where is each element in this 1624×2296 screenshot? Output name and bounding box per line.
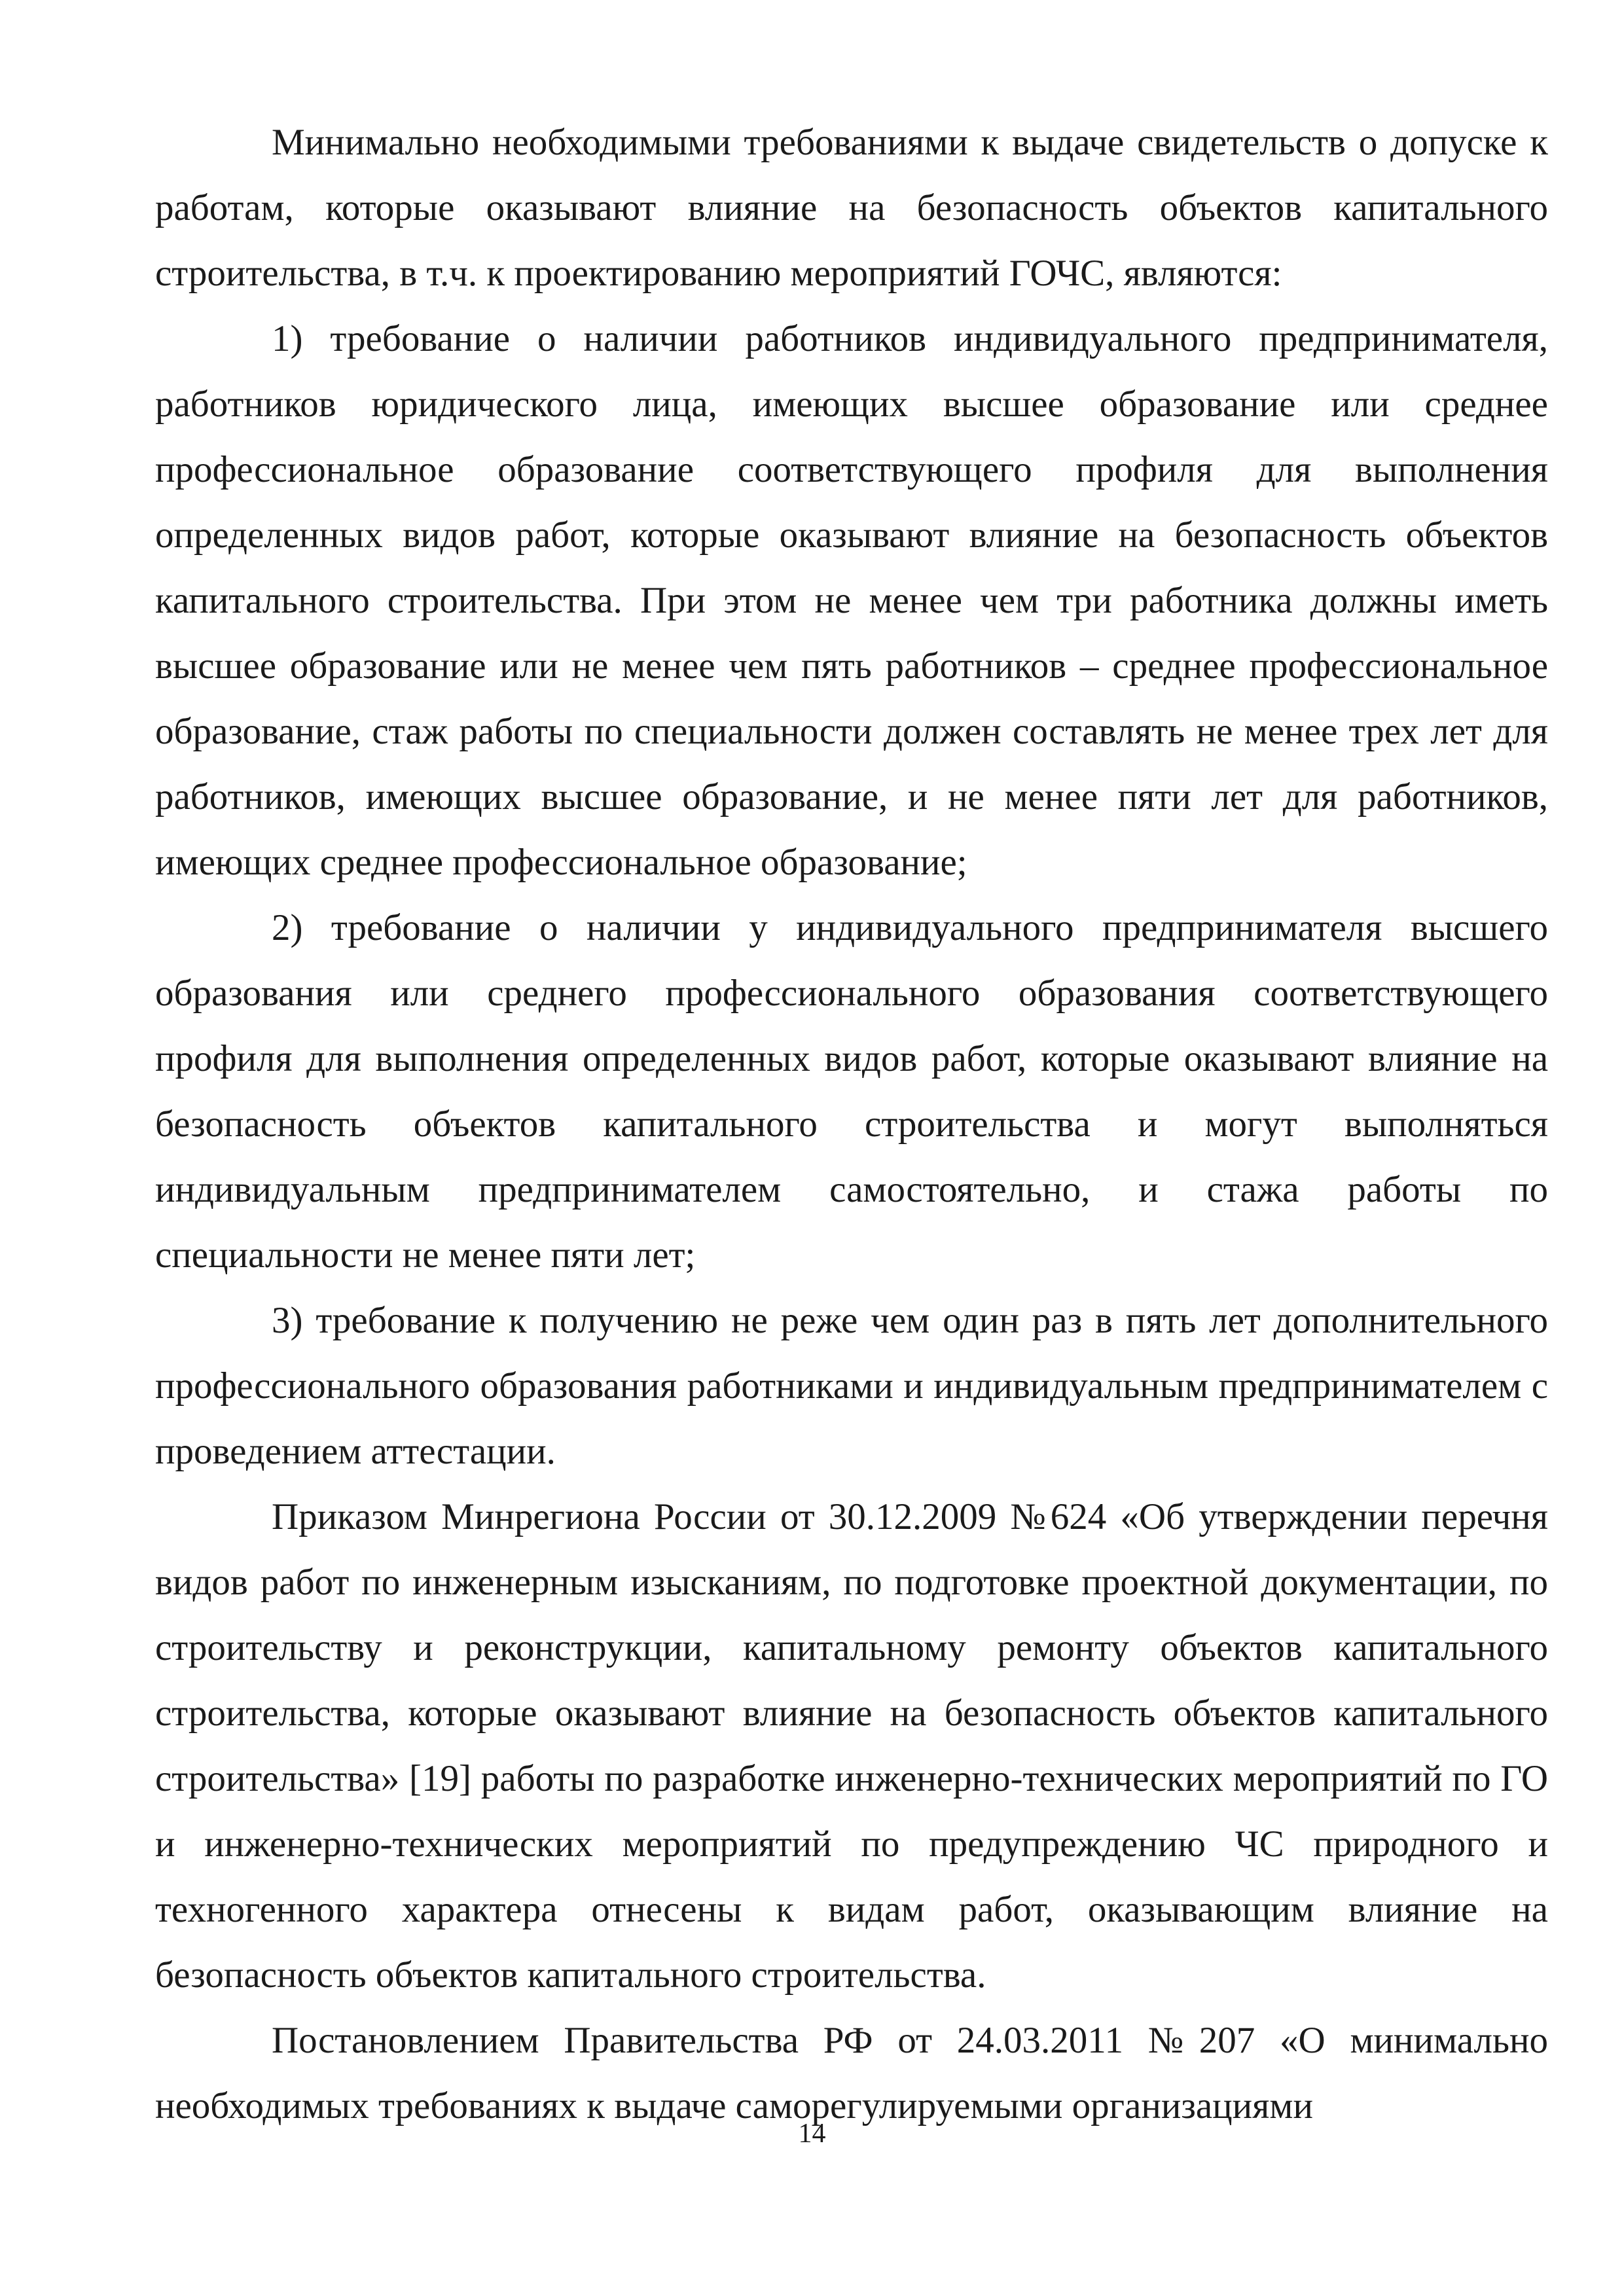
- paragraph-requirements-intro: Минимально необходимыми требованиями к выдаче свидетельств о допуске к работам, которые оказывают влияние на безопасность объектов капитального строительства, в т.ч. к проектированию мероприятий ГОЧС, являются:: [155, 122, 1548, 294]
- paragraph-requirement-2: 2) требование о наличии у индивидуального предпринимателя высшего образования или среднего профессионального образования соответствующего профиля для выполнения определенных видов работ, которые оказывают влияние на безопасность объектов капитального строительства и могут выполняться индивидуальным предпринимателем самостоятельно, и стажа работы по специальности не менее пяти лет;: [155, 907, 1548, 1276]
- body-text: [155, 110, 1548, 2139]
- paragraph-minregion-order: Приказом Минрегиона России от 30.12.2009 №624 «Об утверждении перечня видов работ по инженерным изысканиям, по подготовке проектной документации, по строительству и реконструкции, капитальному ремонту объектов капитального строительства, которые оказывают влияние на безопасность объектов капитального строительства» [19] работы по разработке инженерно-технических мероприятий по ГО и инженерно-технических мероприятий по предупреждению ЧС природного и техногенного характера отнесены к видам работ, оказывающим влияние на безопасность объектов капитального строительства.: [155, 1496, 1548, 1996]
- paragraph-requirement-3: 3) требование к получению не реже чем один раз в пять лет дополнительного профессионального образования работниками и индивидуальным предпринимателем с проведением аттестации.: [155, 1300, 1548, 1472]
- paragraph-requirement-1: 1) требование о наличии работников индивидуального предпринимателя, работников юридического лица, имеющих высшее образование или среднее профессиональное образование соответствующего профиля для выполнения определенных видов работ, которые оказывают влияние на безопасность объектов капитального строительства. При этом не менее чем три работника должны иметь высшее образование или не менее чем пять работников – среднее профессиональное образование, стаж работы по специальности должен составлять не менее трех лет для работников, имеющих высшее образование, и не менее пяти лет для работников, имеющих среднее профессиональное образование;: [155, 318, 1548, 883]
- page-number: 14: [798, 2119, 826, 2149]
- paragraph-government-resolution: Постановлением Правительства РФ от 24.03.2011 №207 «О минимально необходимых требованиях к выдаче саморегулируемыми организациями: [155, 2020, 1548, 2126]
